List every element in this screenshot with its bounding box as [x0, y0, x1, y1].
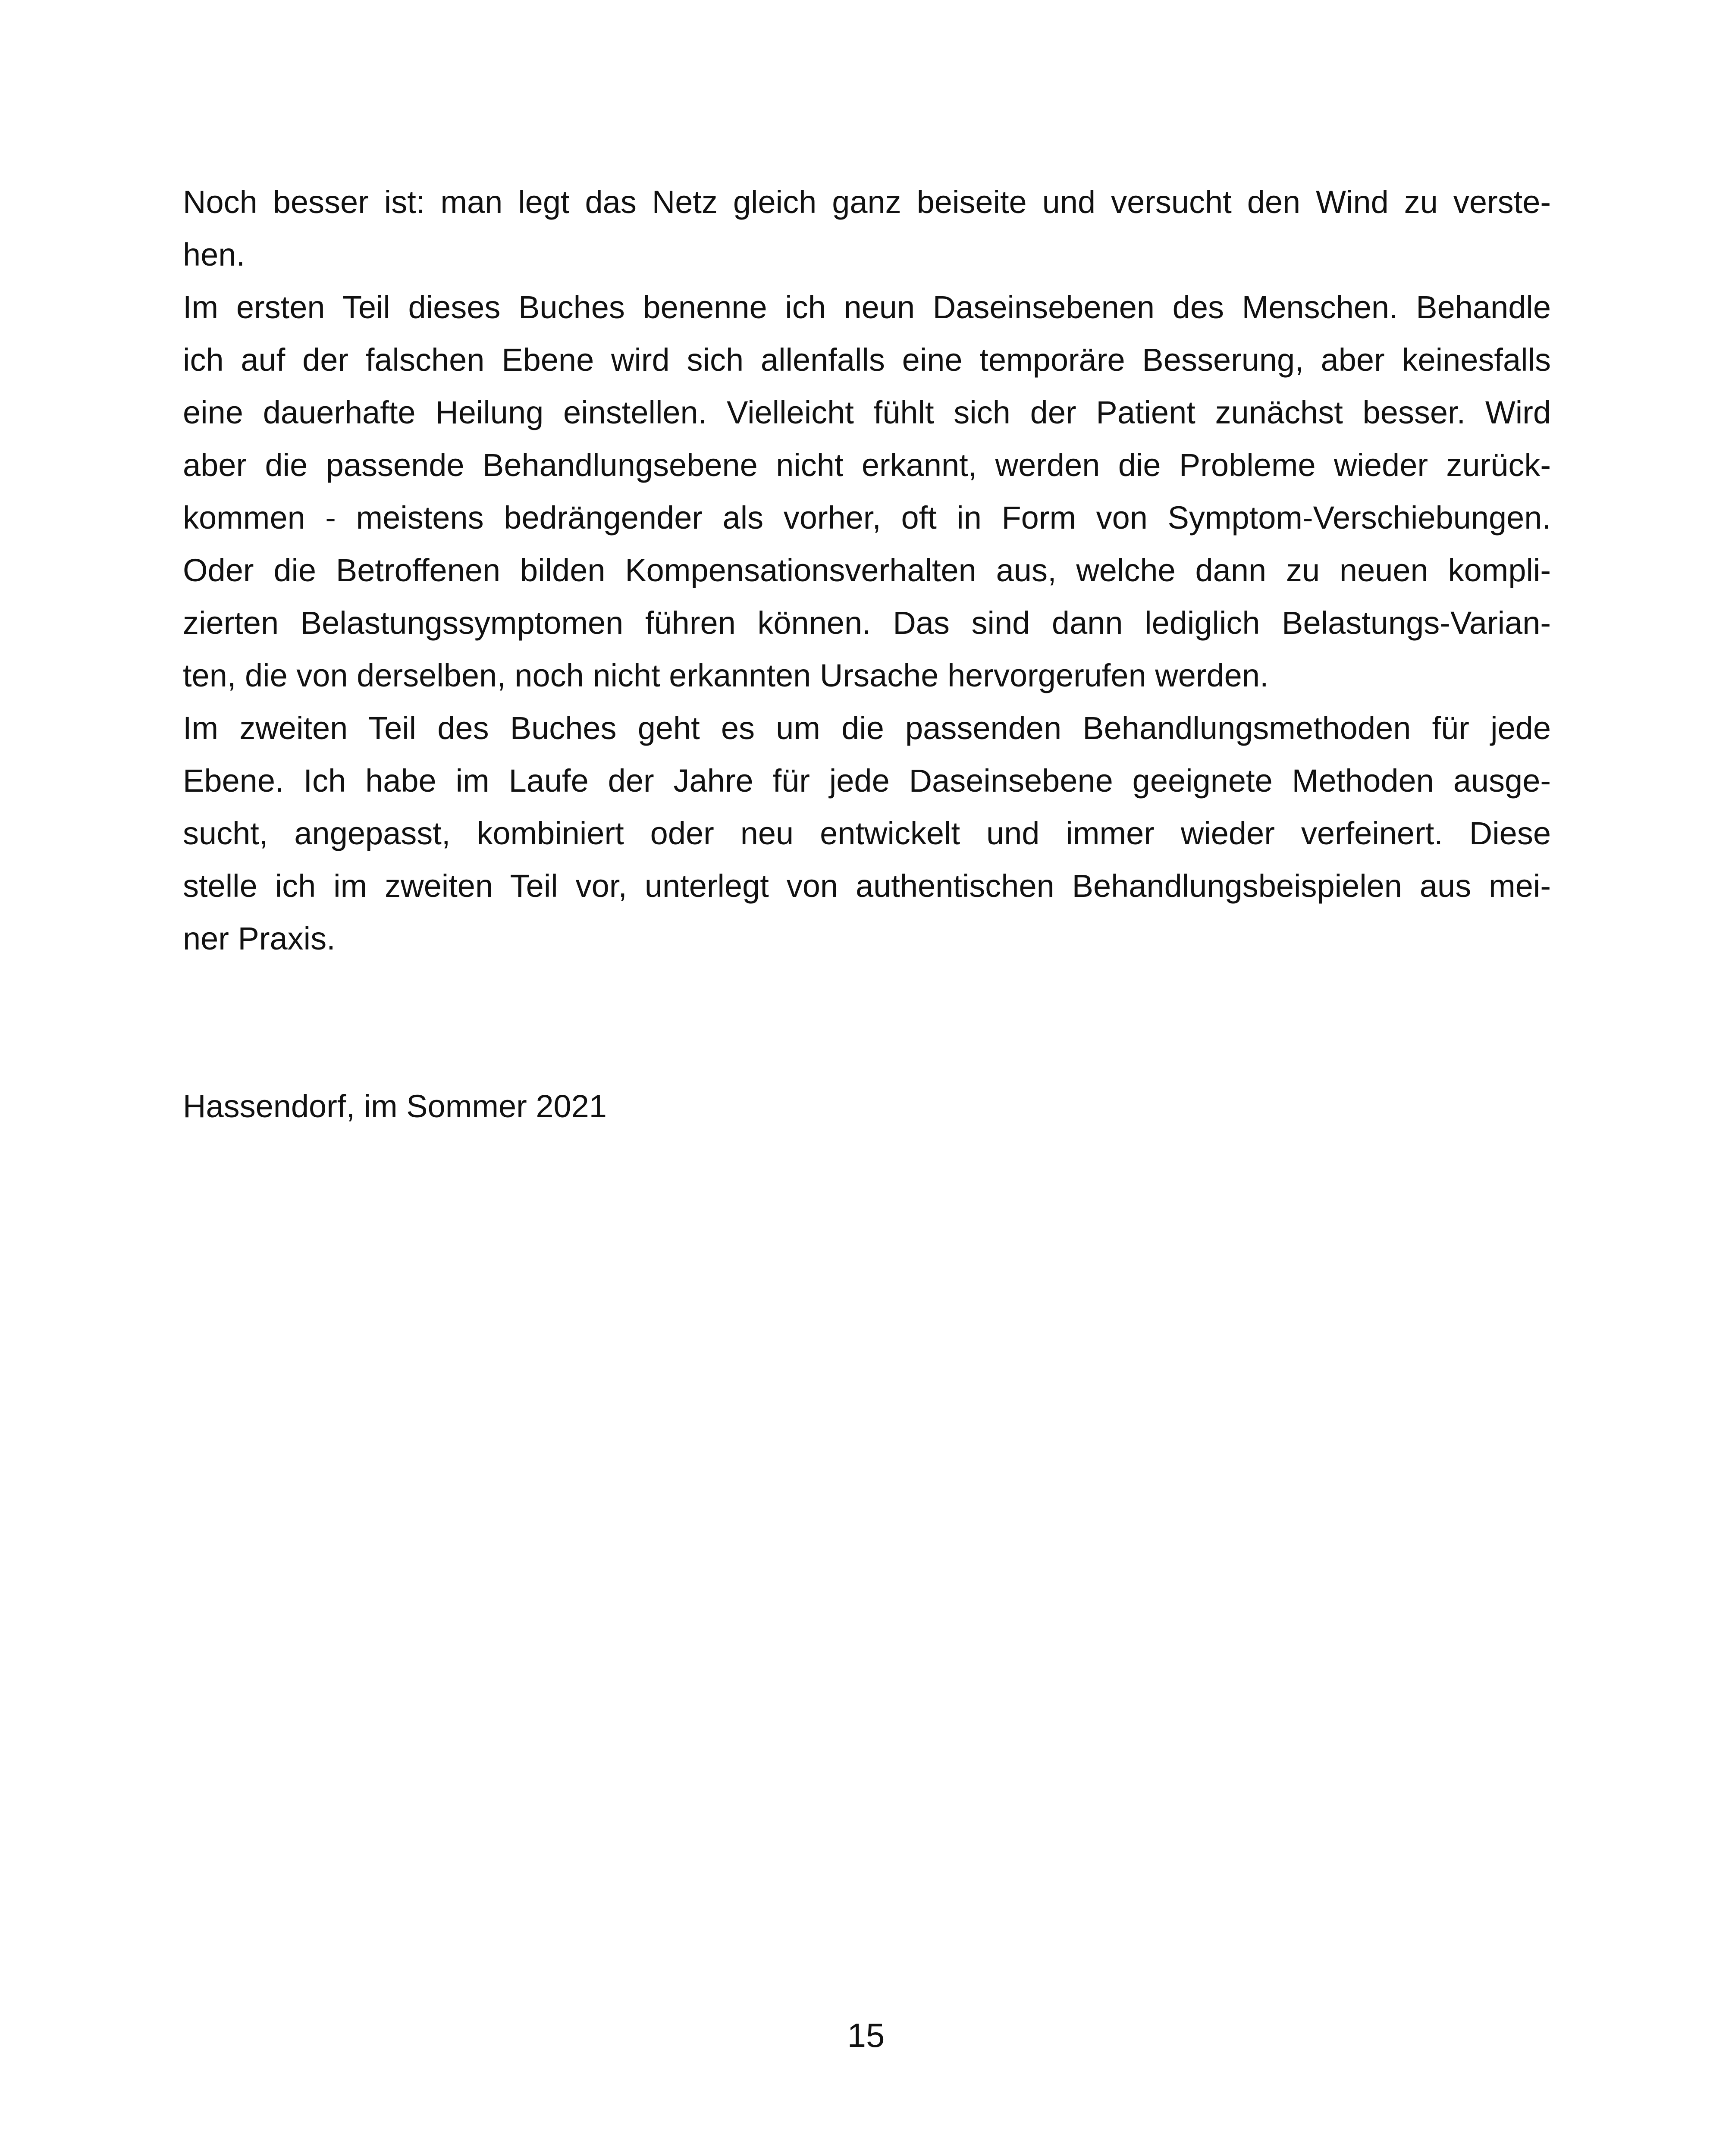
text-line: kommen - meistens bedrängender als vorher, oft in Form von Symptom-Verschiebungen. [183, 500, 1551, 536]
place-date-signature: Hassendorf, im Sommer 2021 [183, 1088, 607, 1124]
text-line: ich auf der falschen Ebene wird sich allenfalls eine temporäre Besserung, aber keinesfalls [183, 342, 1551, 378]
text-line: Oder die Betroffenen bilden Kompensationsverhalten aus, welche dann zu neuen kompli- [183, 552, 1551, 588]
text-line: eine dauerhafte Heilung einstellen. Vielleicht fühlt sich der Patient zunächst besser. Wird [183, 395, 1551, 430]
text-line: sucht, angepasst, kombiniert oder neu entwickelt und immer wieder verfeinert. Diese [183, 815, 1551, 851]
text-line: ten, die von derselben, noch nicht erkannten Ursache hervorgerufen werden. [183, 658, 1269, 693]
text-line: Noch besser ist: man legt das Netz gleich ganz beiseite und versucht den Wind zu verste- [183, 184, 1551, 220]
text-line: hen. [183, 237, 245, 273]
text-line: Im zweiten Teil des Buches geht es um die passenden Behandlungsmethoden für jede [183, 710, 1551, 746]
body-text [183, 176, 1551, 965]
text-line: stelle ich im zweiten Teil vor, unterlegt von authentischen Behandlungsbeispielen aus mei- [183, 868, 1551, 904]
text-line: ner Praxis. [183, 921, 336, 956]
text-line: Ebene. Ich habe im Laufe der Jahre für jede Daseinsebene geeignete Methoden ausge- [183, 763, 1551, 799]
page-number: 15 [847, 2016, 885, 2054]
text-line: zierten Belastungssymptomen führen können. Das sind dann lediglich Belastungs-Varian- [183, 605, 1551, 641]
text-line: Im ersten Teil dieses Buches benenne ich neun Daseinsebenen des Menschen. Behandle [183, 289, 1551, 325]
text-line: aber die passende Behandlungsebene nicht erkannt, werden die Probleme wieder zurück- [183, 447, 1551, 483]
